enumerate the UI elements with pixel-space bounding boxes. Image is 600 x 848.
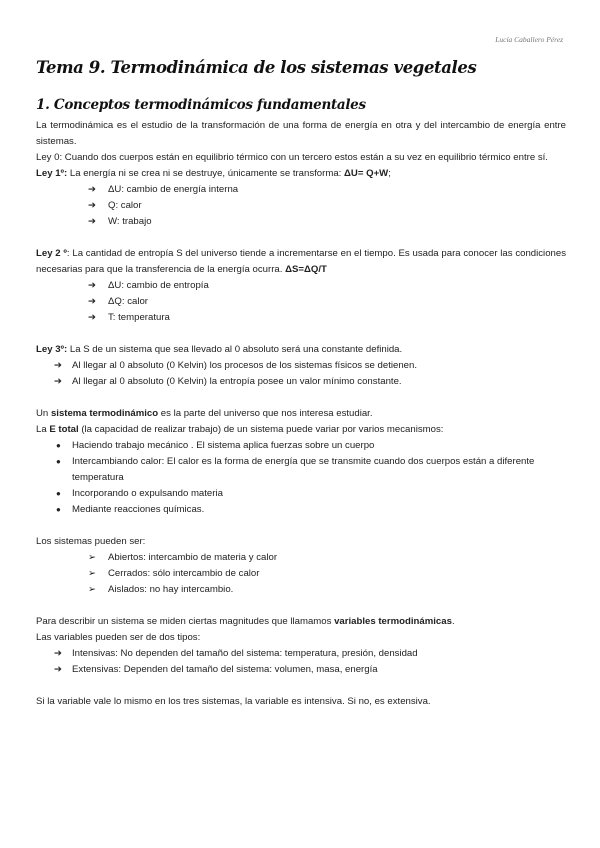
- document-body: [36, 96, 566, 710]
- ley2-paragraph: [36, 246, 566, 278]
- ley1-formula: ΔU= Q+W: [344, 168, 389, 179]
- triangle-arrow-icon: ➢: [88, 552, 97, 563]
- list-item: ➔ ΔU: cambio de energía interna: [36, 182, 566, 198]
- list-item: ● Incorporando o expulsando materia: [36, 486, 566, 502]
- ley2-list: [36, 278, 566, 326]
- variables-term: variables termodinámicas: [334, 616, 452, 627]
- list-item: ➔ T: temperatura: [36, 310, 566, 326]
- etotal-term: E total: [49, 424, 79, 435]
- sistema-term: sistema termodinámico: [50, 408, 159, 419]
- arrow-icon: ➔: [88, 216, 97, 227]
- list-item: ➔ W: trabajo: [36, 214, 566, 230]
- variables-list: [36, 646, 566, 678]
- list-item: ● Intercambiando calor: El calor es la forma de energía que se transmite cuando dos cuerpos están a diferente temperatura: [56, 456, 535, 483]
- arrow-icon: ➔: [54, 360, 63, 371]
- list-item: ➔ Al llegar al 0 absoluto (0 Kelvin) los procesos de los sistemas físicos se detienen.: [36, 358, 566, 374]
- bullet-icon: ●: [56, 441, 61, 450]
- ley3-text: La S de un sistema que sea llevado al 0 absoluto será una constante definida.: [67, 344, 403, 355]
- arrow-icon: ➔: [88, 312, 97, 323]
- arrow-icon: ➔: [54, 664, 63, 675]
- variables-paragraph: Para describir un sistema se miden ciertas magnitudes que llamamos variables termodinámicas.: [36, 616, 455, 627]
- variables-intro: Las variables pueden ser de dos tipos:: [36, 632, 201, 643]
- intro-paragraph: La termodinámica es el estudio de la transformación de una forma de energía en otra y del intercambio de energía entre sistemas.: [36, 120, 566, 147]
- list-item: ➢ Aislados: no hay intercambio.: [36, 582, 566, 598]
- page-title: Tema 9. Termodinámica de los sistemas vegetales: [36, 58, 477, 77]
- etotal-list: [36, 438, 566, 518]
- ley3-label: Ley 3º:: [36, 344, 68, 355]
- tipos-list: [36, 550, 566, 598]
- closing-paragraph: Si la variable vale lo mismo en los tres sistemas, la variable es intensiva. Si no, es extensiva.: [36, 696, 431, 707]
- triangle-arrow-icon: ➢: [88, 584, 97, 595]
- bullet-icon: ●: [56, 489, 61, 498]
- ley1-end: ;: [388, 168, 391, 179]
- list-item: ➔ Intensivas: No dependen del tamaño del sistema: temperatura, presión, densidad: [36, 646, 566, 662]
- list-item: ➔ Extensivas: Dependen del tamaño del sistema: volumen, masa, energía: [36, 662, 566, 678]
- ley3-list: [36, 358, 566, 390]
- ley3-paragraph: [36, 342, 566, 358]
- section-heading: 1. Conceptos termodinámicos fundamentales: [36, 97, 366, 113]
- list-item: ➔ ΔQ: calor: [36, 294, 566, 310]
- arrow-icon: ➔: [88, 200, 97, 211]
- list-item: ● Haciendo trabajo mecánico . El sistema aplica fuerzas sobre un cuerpo: [36, 438, 566, 454]
- ley2-label: Ley 2 º: [36, 248, 67, 259]
- etotal-paragraph: La E total (la capacidad de realizar trabajo) de un sistema puede variar por varios mecanismos:: [36, 424, 444, 435]
- ley1-label: Ley 1º:: [36, 168, 68, 179]
- tipos-intro: Los sistemas pueden ser:: [36, 536, 146, 547]
- ley2-formula: ΔS=ΔQ/T: [285, 264, 327, 275]
- list-item: ➔ Q: calor: [36, 198, 566, 214]
- bullet-icon: ●: [56, 505, 61, 514]
- sistema-paragraph: Un sistema termodinámico es la parte del universo que nos interesa estudiar.: [36, 408, 373, 419]
- ley2-text: : La cantidad de entropía S del universo tiende a incrementarse en el tiempo. Es usada para conocer las condiciones necesarias para que la transferencia de la energía ocurra.: [36, 248, 566, 275]
- list-item: ● Mediante reacciones químicas.: [36, 502, 566, 518]
- list-item: ➢ Cerrados: sólo intercambio de calor: [36, 566, 566, 582]
- ley1-paragraph: [36, 166, 566, 182]
- list-item: ➢ Abiertos: intercambio de materia y calor: [36, 550, 566, 566]
- arrow-icon: ➔: [88, 280, 97, 291]
- arrow-icon: ➔: [54, 648, 63, 659]
- author-name: Lucía Caballero Pérez: [495, 35, 563, 44]
- arrow-icon: ➔: [88, 296, 97, 307]
- list-item: ➔ Al llegar al 0 absoluto (0 Kelvin) la entropía posee un valor mínimo constante.: [36, 374, 566, 390]
- ley1-text: La energía ni se crea ni se destruye, únicamente se transforma:: [67, 168, 345, 179]
- list-item: ➔ ΔU: cambio de entropía: [36, 278, 566, 294]
- ley0-paragraph: Ley 0: Cuando dos cuerpos están en equilibrio térmico con un tercero estos están a su vez en equilibrio térmico entre sí.: [36, 152, 548, 163]
- ley1-list: [36, 182, 566, 230]
- triangle-arrow-icon: ➢: [88, 568, 97, 579]
- arrow-icon: ➔: [54, 376, 63, 387]
- bullet-icon: ●: [56, 457, 61, 466]
- arrow-icon: ➔: [88, 184, 97, 195]
